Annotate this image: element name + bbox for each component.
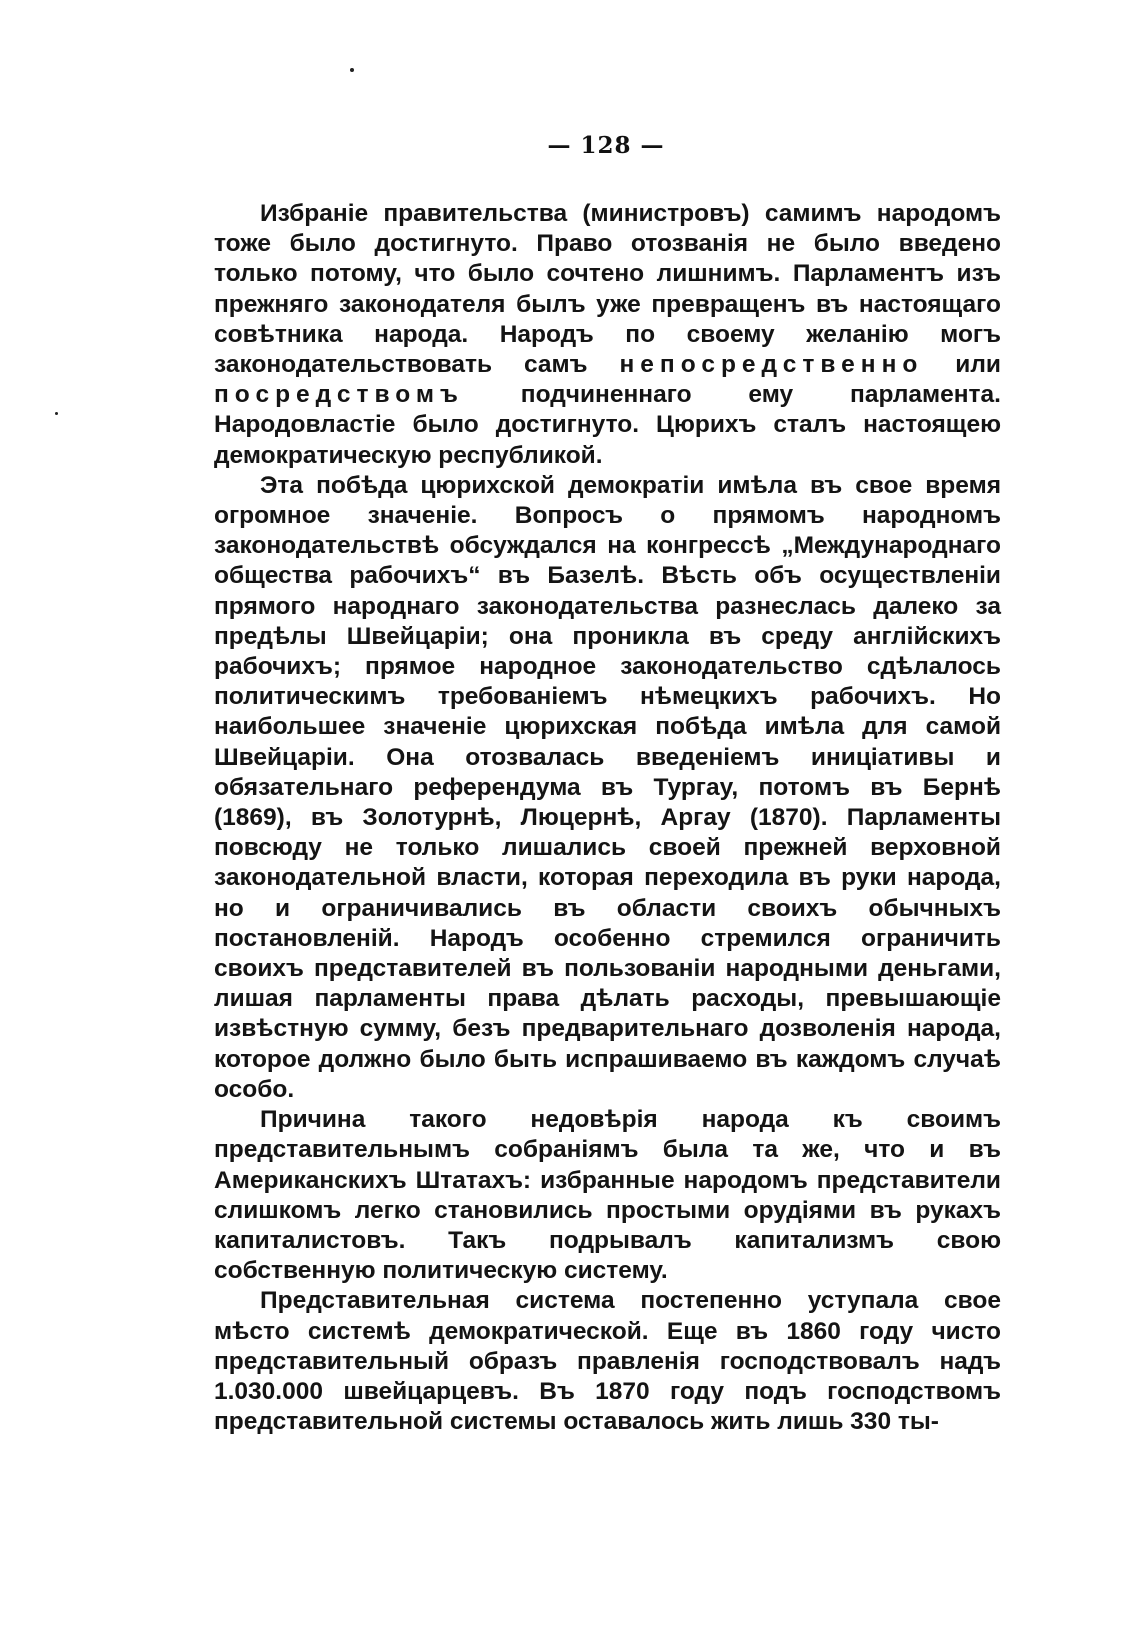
print-speck: [55, 412, 58, 415]
emphasized-text: посредствомъ: [214, 381, 464, 409]
page-number: — 128 —: [547, 132, 665, 159]
body-text: [214, 199, 1001, 1437]
paragraph: [214, 1286, 1001, 1437]
paragraph: [214, 471, 1001, 1105]
paragraph: [214, 1105, 1001, 1286]
text-run: Эта побѣда цюрихской демократіи имѣла въ свое время огромное значеніе. Вопросъ о прямомъ народномъ законодательствѣ обсуждался на конгрессѣ „Международнаго общества рабочихъ“ въ Базелѣ. Вѣсть объ осуществленіи прямого народнаго законодательства разнеслась далеко за предѣлы Швейцаріи; она проникла въ среду англійскихъ рабочихъ; прямое народное законодательство сдѣлалось политическимъ требованіемъ нѣмецкихъ рабочихъ. Но наибольшее значеніе цюрихская побѣда имѣла для самой Швейцаріи. Она отозвалась введеніемъ иниціативы и обязательнаго референдума въ Тургау, потомъ въ Бернѣ (1869), въ Золотурнѣ, Люцернѣ, Аргау (1870). Парламенты повсюду не только лишались своей прежней верховной законодательной власти, которая переходила въ руки народа, но и ограничивались въ области своихъ обычныхъ постановленій. Народъ особенно стремился ограничить своихъ представителей въ пользованіи народными деньгами, лишая парламенты права дѣлать расходы, превышающіе извѣстную сумму, безъ предварительнаго дозволенія народа, которое должно было быть испрашиваемо въ каждомъ случаѣ особо.: [214, 471, 1001, 1103]
text-run: или: [923, 351, 1001, 379]
print-speck: [350, 68, 354, 72]
text-run: подчиненнаго ему парламента. Народовластіе было достигнуто. Цюрихъ сталъ настоящею демократическую республикой.: [214, 381, 1001, 469]
text-run: Избраніе правительства (министровъ) самимъ народомъ тоже было достигнуто. Право отозванія не было введено только потому, что было сочтено лишнимъ. Парламентъ изъ прежняго законодателя былъ уже превращенъ въ настоящаго совѣтника народа. Народъ по своему желанію могъ законодательствовать самъ: [214, 200, 1001, 379]
paragraph: [214, 199, 1001, 471]
text-run: Представительная система постепенно уступала свое мѣсто системѣ демократической. Еще въ 1860 году чисто представительный образъ правленія господствовалъ надъ 1.030.000 швейцарцевъ. Въ 1870 году подъ господствомъ представительной системы оставалось жить лишь 330 ты-: [214, 1287, 1001, 1436]
text-run: Причина такого недовѣрія народа къ своимъ представительнымъ собраніямъ была та же, что и въ Американскихъ Штатахъ: избранные народомъ представители слишкомъ легко становились простыми орудіями въ рукахъ капиталистовъ. Такъ подрывалъ капитализмъ свою собственную политическую систему.: [214, 1106, 1001, 1285]
emphasized-text: непосредственно: [619, 351, 924, 379]
